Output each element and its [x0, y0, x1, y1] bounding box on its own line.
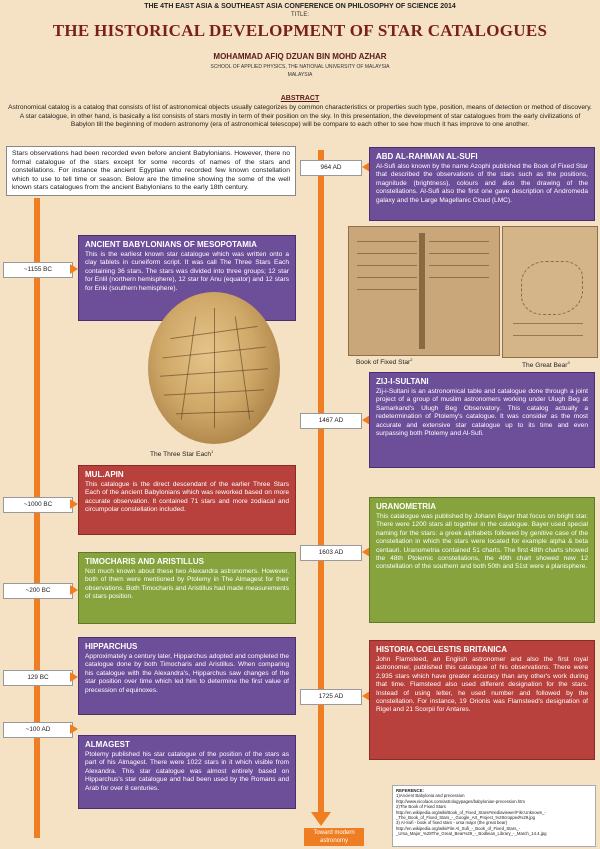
- card-text: This catalogue was published by Johann Bayer that focus on bright star. There were 1200 stars all together in the catalogue. Bayer used special naming for the stars: a greek alphabets followed by genitive case of the constellation in which the stars were located for example alpha & beta centauri. Uranometria contained 51 charts. The first 48th charts showed the 48th Ptolemic constellations, the 49th chart showed new 12 constellation of the southern and both 50th and 51st were a planisphere.: [376, 513, 588, 571]
- conference-name: THE 4TH EAST ASIA & SOUTHEAST ASIA CONFERENCE ON PHILOSOPHY OF SCIENCE 2014: [144, 3, 456, 10]
- reference-item: 3) Al-Sufi - book of fixed stars - ursa major (the great bear): [396, 820, 508, 826]
- card-almagest: [78, 735, 296, 809]
- connector-arrow: [70, 672, 78, 682]
- connector-arrow: [70, 724, 78, 734]
- card-title: HIPPARCHUS: [85, 642, 138, 651]
- date-label: 129 BC: [3, 670, 73, 686]
- card-title: TIMOCHARIS AND ARISTILLUS: [85, 557, 204, 566]
- card-al-sufi: [369, 147, 595, 221]
- card-title: ANCIENT BABYLONIANS OF MESOPOTAMIA: [85, 240, 257, 249]
- right-timeline-rail: [318, 150, 324, 815]
- intro-text: Stars observations had been recorded even before ancient Babylonians. However, there no formal catalogue of the stars except for some records of names of the stars and constellations. For instance the ancient Egyptian who recorded few known constellation which to use to tell time or season. Below are the timeline showing the some of the well known stars catalogues from the ancient Babylonians to the early 18th century.: [6, 146, 296, 196]
- abstract-heading: ABSTRACT: [280, 95, 320, 102]
- card-text: Not much known about these two Alexandra astronomers. However, both of them were mentioned by Ptolemy in The Almagest for their observations. Both Timocharis and Aristillus had made measurements of stars position.: [85, 568, 289, 601]
- card-text: John Flamsteed, an English astronomer and also the first royal astronomer, published this catalogue of his observations. There were 2,935 stars which have greater accuracy than any other's work during that time. Flamsteed also used different designation for the stars. Instead of using letter, he used number and followed by the constellation. For instance, 19 Orionis was Flamsteed's designation of Rigel and 21 Scorpii for Antares.: [376, 656, 588, 714]
- book-caption: Book of Fixed Star$^2$: [356, 357, 413, 367]
- bear-caption: The Great Bear$^3$: [522, 360, 570, 370]
- card-title: ABD AL-RAHMAN AL-SUFI: [376, 152, 478, 161]
- card-title: HISTORIA COELESTIS BRITANICA: [376, 645, 507, 654]
- reference-link[interactable]: http://en.wikipedia.org/wiki/Book_of_Fixed_Stars#mediaviewer/File:Unknown_-_The_Book_of_Fixed_Stars_-_Google_Art_Project_%28cropped%29.jpg: [396, 809, 546, 821]
- connector-arrow: [70, 499, 78, 509]
- date-label: ~1155 BC: [3, 262, 73, 278]
- title-label: TITLE:: [290, 12, 309, 18]
- book-of-fixed-star-image: [348, 226, 500, 356]
- date-label: ~1000 BC: [3, 497, 73, 513]
- card-hipparchus: [78, 637, 296, 715]
- card-text: Al-Sufi also known by the name Azophi published the Book of Fixed Star that described the observations of the stars such as the positions, magnitude (brightness), colours and also the drawing of the constellations. Al-Sufi also the first one gave description of Andromeda galaxy and the Large Magellanic Cloud (LMC).: [376, 163, 588, 204]
- date-label: 964 AD: [300, 160, 362, 176]
- card-text: This catalogue is the direct descendant of the earlier Three Stars Each of the ancient Babylonians which was reworked based on more accurate observation. It contained 71 stars and more zodiacal and circumpolar constellation included.: [85, 481, 289, 514]
- connector-arrow: [70, 264, 78, 274]
- card-text: This is the earliest known star catalogue which was written onto a clay tablets in cuneiform script. It was call The Three Stars Each containing 36 stars. The stars was divided into three groups; 12 star for Enlil (northern hemisphere), 12 star for Anu (equator) and 12 stars for Enki (southern hemisphere).: [85, 251, 289, 292]
- card-historia-coelestis: [369, 640, 595, 760]
- card-uranometria: [369, 497, 595, 623]
- card-text: Approximately a century later, Hipparchus adopted and completed the catalogue done by both Timocharis and Aristillus. When comparing his catalogue with the Alexandra's, Hipparchus saw changes of the star position over time which led him to determine the first value of precession of equinoxes.: [85, 653, 289, 694]
- reference-item: 1)Ancient Babylonia and precession: [396, 793, 465, 799]
- poster-title: THE HISTORICAL DEVELOPMENT OF STAR CATALOGUES: [52, 21, 548, 40]
- connector-arrow: [70, 585, 78, 595]
- great-bear-image: [502, 226, 598, 358]
- date-label: 1467 AD: [300, 413, 362, 429]
- reference-item: 2)The Book of Fixed Stars: [396, 804, 446, 810]
- card-title: ZIJ-I-SULTANI: [376, 377, 429, 386]
- card-title: URANOMETRIA: [376, 502, 436, 511]
- card-text: Zij-i-Sultani is an astronomical table and catalogue done through a joint project of a group of muslim astronomers working under Ulugh Beg at Samarkand's Ulugh Beg Observatory. This catalog actually a redetermination of Ptolemy's catalogue. It was consider as the most accurate and extensive star catalogue up to its time and even surpassing both Ptolemy and Al-Sufi.: [376, 388, 588, 438]
- date-label: ~100 AD: [3, 722, 73, 738]
- card-title: MUL.APIN: [85, 470, 124, 479]
- card-mul-apin: [78, 465, 296, 535]
- author-name: MOHAMMAD AFIQ DZUAN BIN MOHD AZHAR: [213, 52, 387, 61]
- card-timocharis-aristillus: [78, 552, 296, 624]
- reference-link[interactable]: http://en.wikipedia.org/wiki/File:Al_Sufi_-_Book_of_Fixed_Stars_-_Ursa_Major_%28The_Great_Bear%29_-_Bodleian_Library_-_March_14.4.jpg: [396, 825, 547, 837]
- date-label: ~200 BC: [3, 583, 73, 599]
- card-text: Ptolemy published his star catalogue of the position of the stars as part of his Almagest. There were 1022 stars in it which visible from Alexandra. This star catalogue was almost entirely based on Hipparchus's star catalogue and had been used by the Romans and Arab for over 8 centuries.: [85, 751, 289, 792]
- timeline-arrow-head: [311, 812, 331, 826]
- date-label: 1603 AD: [300, 545, 362, 561]
- toward-modern-label: Toward modern astronomy: [304, 828, 364, 846]
- left-timeline-rail: [34, 198, 40, 838]
- references-box: [392, 785, 596, 847]
- abstract-text: Astronomical catalog is a catalog that consists of list of astronomical objects usually categorizes by common characteristics or properties such type, position, means of detection or method of discovery. A star catalogue, in other hand, is basically a list consists of stars mostly in term of their position on the sky. In this presentation, the development of star catalogues from the early civilizations of Babylon till the beginning of modern astronomy (era of astronomical telescope) will be compare to each other to see how much it has improve to one another.: [8, 104, 592, 129]
- affiliation: [0, 63, 600, 79]
- affiliation-school: SCHOOL OF APPLIED PHYSICS, THE NATIONAL UNIVERSITY OF MALAYSIA: [210, 64, 390, 70]
- clay-tablet-image: [148, 292, 280, 444]
- tablet-caption: The Three Star Each$^1$: [150, 449, 214, 459]
- card-title: ALMAGEST: [85, 740, 130, 749]
- references-heading: REFERENCE:: [396, 788, 424, 793]
- reference-link[interactable]: http://www.nicolaos.com/astrologypages/babylonian-precession.htm: [396, 798, 525, 804]
- affiliation-country: MALAYSIA: [287, 72, 313, 78]
- date-label: 1725 AD: [300, 689, 362, 705]
- card-zij-i-sultani: [369, 372, 595, 468]
